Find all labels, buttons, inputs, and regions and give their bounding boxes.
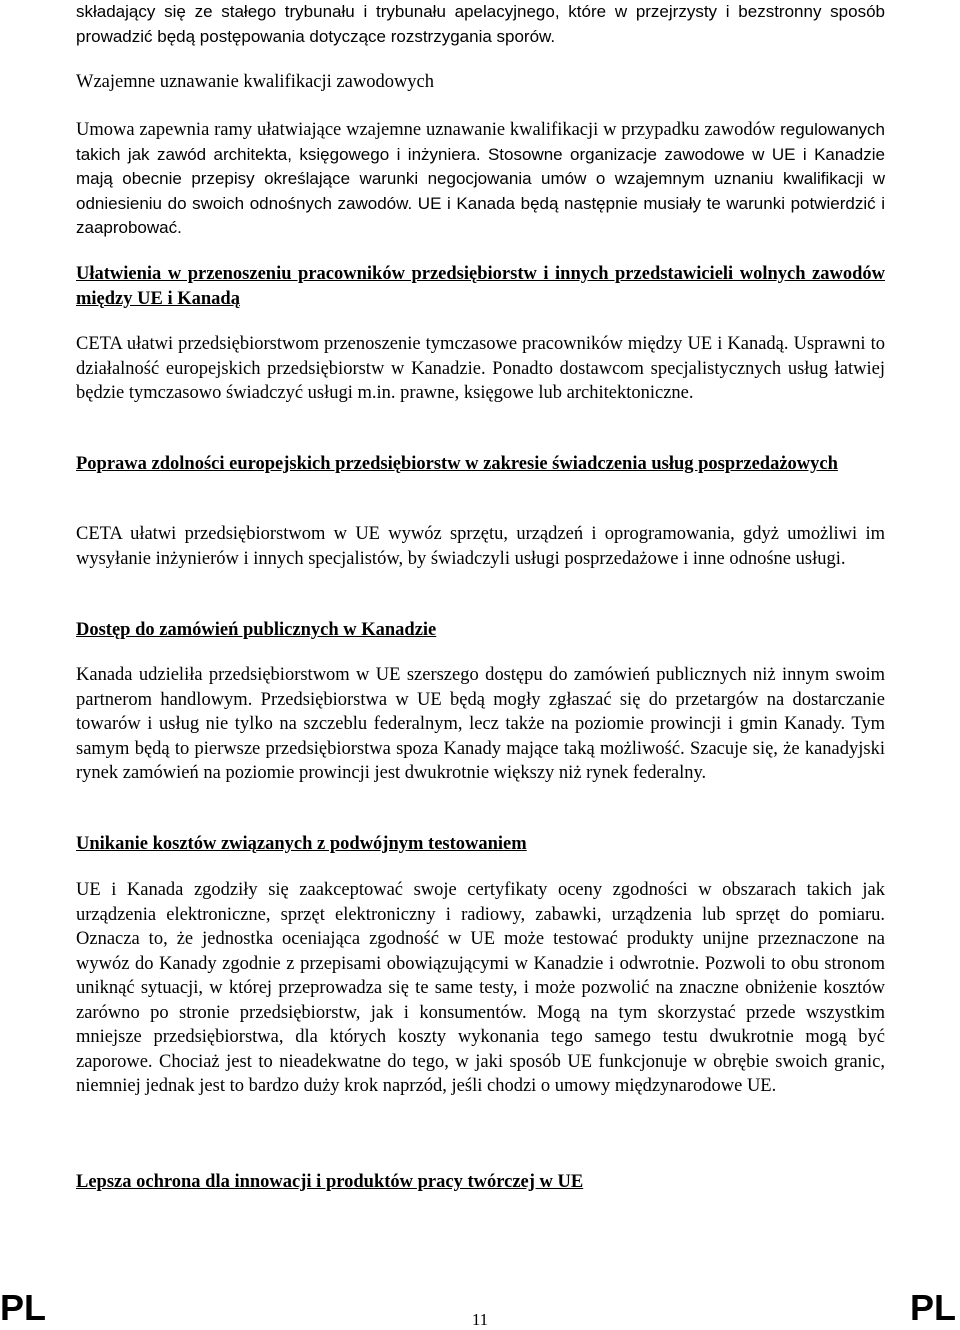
intro-text: składający się ze stałego trybunału i trybunału apelacyjnego, które w przejrzysty i bezstronny sposób prowadzić będą postępowania dotyczące rozstrzygania sporów. <box>76 2 885 46</box>
section-heading: Lepsza ochrona dla innowacji i produktów pracy twórczej w UE <box>76 1172 584 1192</box>
section-innovation-protection <box>76 1170 885 1195</box>
section-public-procurement-body <box>76 663 885 786</box>
section-paragraph: CETA ułatwi przedsiębiorstwom w UE wywóz sprzętu, urządzeń i oprogramowania, gdyż umożliwi im wysyłanie inżynierów i innych specjalistów, by świadczyli usługi posprzedażowe i inne odnośne usługi. <box>76 524 885 569</box>
section-mutual-recognition <box>76 70 885 95</box>
page-number: 11 <box>471 1310 489 1329</box>
section-heading: Dostęp do zamówień publicznych w Kanadzie <box>76 620 437 640</box>
section-heading: Poprawa zdolności europejskich przedsiębiorstw w zakresie świadczenia usług posprzedażowych <box>76 454 838 474</box>
section-paragraph: Kanada udzieliła przedsiębiorstwom w UE szerszego dostępu do zamówień publicznych niż innym swoim partnerom handlowym. Przedsiębiorstwa w UE będą mogły zgłaszać się do przetargów na dostarczanie towarów i usług nie tylko na szczeblu federalnym, lecz także na poziomie prowincji i gmin Kanady. Tym samym będą to pierwsze przedsiębiorstwa spoza Kanady mające taką możliwość. Szacuje się, że kanadyjski rynek zamówień na poziomie prowincji jest dwukrotnie większy niż rynek federalny. <box>76 665 885 783</box>
footer-language-left: PL <box>0 1287 47 1328</box>
paragraph-run-sans: regulowanych takich jak zawód architekta, księgowego i inżyniera. Stosowne organizacje zawodowe w UE i Kanadzie mają obecnie przepisy określające warunki negocjowania umów o wzajemnym uznaniu kwalifikacji w odniesieniu do swoich odnośnych zawodów. UE i Kanada będą następnie musiały te warunki potwierdzić i zaaprobować. <box>76 120 885 237</box>
section-heading: Unikanie kosztów związanych z podwójnym testowaniem <box>76 834 527 854</box>
section-public-procurement <box>76 618 885 643</box>
section-heading: Ułatwienia w przenoszeniu pracowników przedsiębiorstw i innych przedstawicieli wolnych zawodów między UE i Kanadą <box>76 264 885 309</box>
section-paragraph <box>76 118 885 241</box>
section-heading-plain: Wzajemne uznawanie kwalifikacji zawodowych <box>76 72 435 92</box>
section-worker-mobility <box>76 262 885 311</box>
section-after-sales <box>76 452 885 477</box>
paragraph-run-serif: Umowa zapewnia ramy ułatwiające wzajemne uznawanie kwalifikacji w przypadku zawodów <box>76 120 781 140</box>
footer-language-right: PL <box>909 1287 956 1328</box>
section-paragraph: CETA ułatwi przedsiębiorstwom przenoszenie tymczasowe pracowników między UE i Kanadą. Usprawni to działalność europejskich przedsiębiorstw w Kanadzie. Ponadto dostawcom specjalistycznych usług łatwiej będzie tymczasowo świadczyć usługi m.in. prawne, księgowe lub architektoniczne. <box>76 334 885 403</box>
section-mutual-recognition-body <box>76 118 885 241</box>
section-after-sales-body <box>76 522 885 571</box>
section-worker-mobility-body <box>76 332 885 406</box>
section-paragraph: UE i Kanada zgodziły się zaakceptować swoje certyfikaty oceny zgodności w obszarach takich jak urządzenia elektroniczne, sprzęt elektroniczny i radiowy, zabawki, urządzenia lub sprzęt do pomiaru. Oznacza to, że jednostka oceniająca zgodność w UE może testować produkty unijne przeznaczone na wywóz do Kanady zgodnie z przepisami obowiązującymi w Kanadzie i odwrotnie. Pozwoli to obu stronom uniknąć sytuacji, w której przeprowadza się te same testy, i może pozwolić na znaczne obniżenie kosztów zarówno po stronie przedsiębiorstw, jak i konsumentów. Mogą na tym skorzystać przede wszystkim mniejsze przedsiębiorstwa, dla których koszty wykonania tego samego testu dwukrotnie mogą być zaporowe. Chociaż jest to nieadekwatne do tego, w jaki sposób UE funkcjonuje w obrębie swoich granic, niemniej jednak jest to bardzo duży krok naprzód, jeśli chodzi o umowy międzynarodowe UE. <box>76 880 885 1096</box>
section-double-testing <box>76 832 885 857</box>
section-double-testing-body <box>76 878 885 1099</box>
intro-paragraph <box>76 0 885 49</box>
